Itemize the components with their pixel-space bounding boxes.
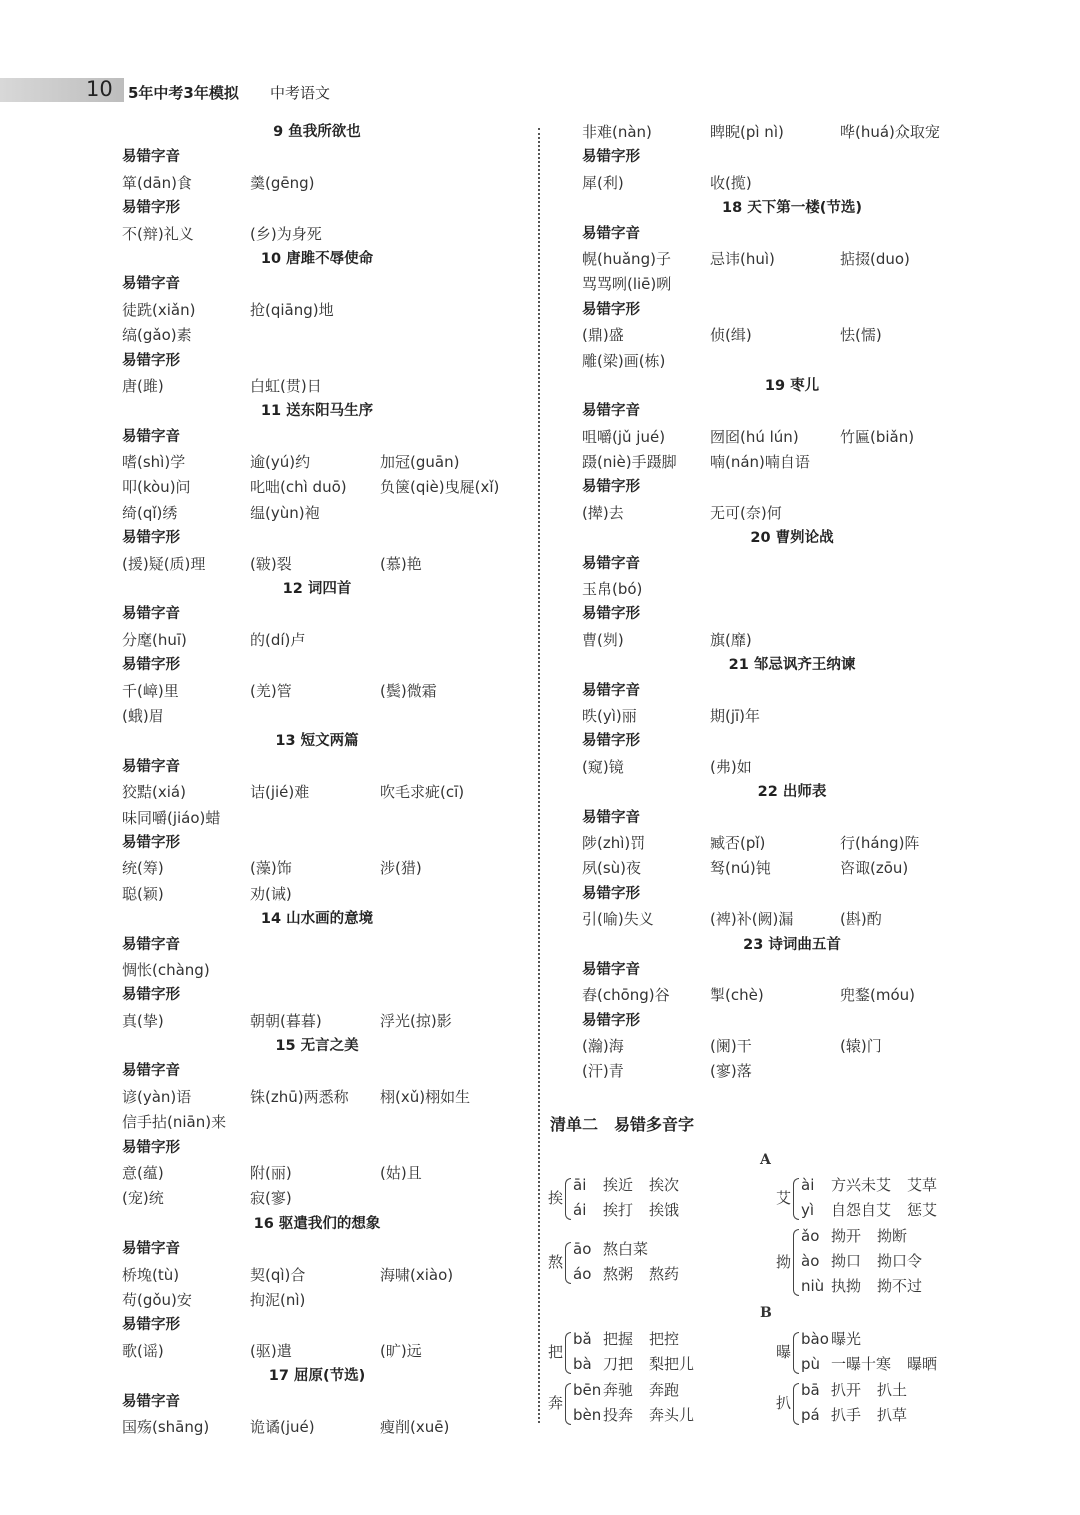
entry-item: (羌)管 <box>250 681 292 700</box>
entry-item: 兜鍪(móu) <box>840 986 916 1005</box>
lesson-title: 16 驱遣我们的想象 <box>253 1215 381 1232</box>
entry-item: 哗(huá)众取宠 <box>840 123 940 141</box>
category-label: 易错字形 <box>122 200 180 217</box>
entry-row <box>122 552 512 577</box>
entry-item: 舂(chōng)谷 <box>582 986 670 1005</box>
entry-row <box>122 1110 512 1135</box>
section-b-label: B <box>760 1305 772 1321</box>
entry-item: (汗)青 <box>582 1062 624 1081</box>
entry-row <box>122 222 512 247</box>
right-column <box>582 120 1002 1085</box>
entry-item: 咀嚼(jǔ jué) <box>582 427 666 446</box>
entry-item: (撵)去 <box>582 503 624 522</box>
left-column <box>122 120 512 1440</box>
entry-row <box>122 704 512 729</box>
entry-item: 旗(靡) <box>710 630 752 649</box>
pinyin: niù <box>801 1277 825 1295</box>
example-word: 熬白菜 <box>603 1240 649 1258</box>
entry-row <box>122 323 512 348</box>
entry-row <box>582 120 1002 145</box>
category-label: 易错字形 <box>122 657 180 674</box>
category-label: 易错字形 <box>122 987 180 1004</box>
category-label: 易错字形 <box>582 149 640 166</box>
lesson-title: 17 屈原(节选) <box>268 1368 366 1385</box>
category-label: 易错字形 <box>122 1317 180 1334</box>
entry-item: 海啸(xiào) <box>380 1265 454 1284</box>
entry-item: (皲)裂 <box>250 554 292 573</box>
polyphone-char: 挨 <box>548 1189 564 1207</box>
entry-item: 绮(qǐ)绣 <box>122 503 178 522</box>
example-word: 扒草 <box>877 1406 908 1424</box>
category-label: 易错字音 <box>122 428 180 445</box>
reading-row <box>801 1198 953 1223</box>
example-word: 把握 <box>603 1330 634 1348</box>
entry-row <box>122 1085 512 1110</box>
book-title: 5年中考3年模拟 <box>128 84 239 102</box>
entry-item: 国殇(shāng) <box>122 1417 210 1436</box>
entry-item: 桥堍(tù) <box>122 1265 180 1284</box>
entry-item: 掣(chè) <box>710 986 764 1005</box>
example-word: 扒土 <box>877 1381 908 1399</box>
reading-row <box>573 1327 695 1352</box>
entry-item: (姑)且 <box>380 1164 422 1183</box>
entry-item: 叱咄(chì duō) <box>250 478 347 497</box>
category-label: 易错字形 <box>122 834 180 851</box>
entry-row <box>122 780 512 805</box>
entry-row <box>122 1263 512 1288</box>
lesson-title: 22 出师表 <box>757 784 827 801</box>
entry-item: 缊(yùn)袍 <box>250 503 320 522</box>
page-number: 10 <box>86 77 113 101</box>
category-label: 易错字音 <box>122 936 180 953</box>
polyphone-char: 奔 <box>548 1394 564 1412</box>
reading-row <box>573 1378 695 1403</box>
entry-item: (窥)镜 <box>582 757 624 776</box>
category-label: 易错字音 <box>122 149 180 166</box>
entry-item: 驽(nú)钝 <box>710 859 771 878</box>
entry-item: 睥睨(pì nì) <box>710 123 784 141</box>
reading-row <box>573 1198 695 1223</box>
entry-item: 涉(猎) <box>380 859 422 878</box>
entry-item: 缟(gǎo)素 <box>122 326 192 345</box>
entry-item: 陟(zhì)罚 <box>582 833 646 852</box>
lesson-title: 11 送东阳马生序 <box>260 403 374 420</box>
list-two-title: 清单二 易错多音字 <box>550 1115 695 1134</box>
entry-item: 附(丽) <box>250 1164 292 1183</box>
reading-row <box>573 1173 695 1198</box>
category-label: 易错字音 <box>582 403 640 420</box>
entry-item: 非难(nàn) <box>582 123 652 141</box>
entry-item: 抢(qiāng)地 <box>250 300 334 319</box>
entry-row <box>122 475 512 500</box>
category-label: 易错字音 <box>122 276 180 293</box>
pinyin: áo <box>573 1265 592 1283</box>
entry-row <box>582 450 1002 475</box>
entry-item: 箪(dān)食 <box>122 173 192 192</box>
entry-item: 掂掇(duo) <box>840 249 910 268</box>
entry-item: 苟(gǒu)安 <box>122 1290 192 1309</box>
entry-item: 囫囵(hú lún) <box>710 427 799 446</box>
category-label: 易错字形 <box>582 1012 640 1029</box>
example-word: 奔头儿 <box>649 1406 695 1424</box>
polyphone-char: 把 <box>548 1343 564 1361</box>
entry-item: 诡谲(jué) <box>250 1417 315 1436</box>
category-label: 易错字形 <box>582 733 640 750</box>
example-word: 把控 <box>649 1330 680 1348</box>
pinyin: āi <box>573 1176 587 1194</box>
entry-item: (宠)统 <box>122 1189 164 1208</box>
entry-row <box>122 298 512 323</box>
entry-item: 吹毛求疵(cī) <box>380 783 465 802</box>
entry-item: 收(揽) <box>710 173 752 192</box>
entry-item: (乡)为身死 <box>250 224 322 243</box>
example-word: 惩艾 <box>907 1201 938 1219</box>
polyphone-char: 艾 <box>776 1189 792 1207</box>
entry-row <box>582 1059 1002 1084</box>
brace-icon <box>565 1332 571 1374</box>
lesson-title: 21 邹忌讽齐王纳谏 <box>728 657 856 674</box>
entry-item: 歌(谣) <box>122 1341 164 1360</box>
entry-item: 真(挚) <box>122 1011 164 1030</box>
entry-row <box>582 247 1002 272</box>
reading-row <box>801 1352 953 1377</box>
polyphone-char: 曝 <box>776 1343 792 1361</box>
pinyin: ǎo <box>801 1227 820 1245</box>
lesson-title: 19 枣儿 <box>764 377 820 394</box>
category-label: 易错字音 <box>582 555 640 572</box>
reading-row <box>801 1173 953 1198</box>
pinyin: bèn <box>573 1406 602 1424</box>
reading-row <box>801 1403 923 1428</box>
entry-row <box>582 755 1002 780</box>
category-label: 易错字形 <box>122 1139 180 1156</box>
polyphone-char: 熬 <box>548 1253 564 1271</box>
reading-row <box>573 1403 710 1428</box>
entry-row <box>582 425 1002 450</box>
entry-item: (斟)酌 <box>840 910 882 929</box>
example-word: 拗口令 <box>877 1252 923 1270</box>
reading-row <box>801 1378 923 1403</box>
example-word: 投奔 <box>603 1406 634 1424</box>
pinyin: bà <box>573 1355 592 1373</box>
category-label: 易错字形 <box>122 352 180 369</box>
brace-icon <box>793 1332 799 1374</box>
reading-row <box>573 1352 710 1377</box>
entry-item: 竹匾(biǎn) <box>840 427 915 446</box>
reading-row <box>801 1274 938 1299</box>
category-label: 易错字音 <box>582 682 640 699</box>
entry-row <box>122 374 512 399</box>
entry-item: 夙(sù)夜 <box>582 859 642 878</box>
pinyin: ái <box>573 1201 587 1219</box>
entry-item: 怯(懦) <box>840 326 882 345</box>
example-word: 方兴未艾 <box>831 1176 892 1194</box>
entry-item: 引(喻)失义 <box>582 910 654 929</box>
entry-row <box>582 323 1002 348</box>
entry-item: 徒跣(xiǎn) <box>122 300 196 319</box>
entry-item: 嗜(shì)学 <box>122 453 186 472</box>
example-word: 奔驰 <box>603 1381 634 1399</box>
entry-row <box>122 882 512 907</box>
entry-row <box>122 501 512 526</box>
entry-item: 朝朝(暮暮) <box>250 1011 322 1030</box>
lesson-title: 18 天下第一楼(节选) <box>722 200 862 217</box>
lesson-title: 12 词四首 <box>282 581 352 598</box>
entry-item: 惆怅(chàng) <box>122 960 210 979</box>
example-word: 一曝十寒 <box>831 1355 892 1373</box>
entry-item: 负箧(qiè)曳屣(xǐ) <box>380 478 500 497</box>
entry-item: 行(háng)阵 <box>840 833 920 852</box>
example-word: 挨次 <box>649 1176 680 1194</box>
category-label: 易错字形 <box>582 301 640 318</box>
entry-item: 契(qì)合 <box>250 1265 306 1284</box>
category-label: 易错字音 <box>582 225 640 242</box>
brace-icon <box>565 1178 571 1220</box>
entry-row <box>122 1415 512 1440</box>
entry-item: 寂(寥) <box>250 1189 292 1208</box>
example-word: 挨近 <box>603 1176 634 1194</box>
entry-row <box>122 628 512 653</box>
entry-row <box>122 679 512 704</box>
entry-item: (援)疑(质)理 <box>122 554 206 573</box>
entry-row <box>582 983 1002 1008</box>
reading-row <box>801 1327 877 1352</box>
example-word: 挨打 <box>603 1201 634 1219</box>
entry-item: (慕)艳 <box>380 554 422 573</box>
entry-item: 侦(缉) <box>710 326 752 345</box>
reading-row <box>801 1224 923 1249</box>
entry-item: 唐(雎) <box>122 376 164 395</box>
entry-item: 诘(jié)难 <box>250 783 310 802</box>
example-word: 熬药 <box>649 1265 680 1283</box>
entry-item: 羹(gēng) <box>250 173 315 192</box>
category-label: 易错字形 <box>582 885 640 902</box>
entry-row <box>582 1034 1002 1059</box>
entry-item: 味同嚼(jiáo)蜡 <box>122 808 221 827</box>
entry-item: 忌讳(huì) <box>710 249 775 268</box>
lesson-title: 13 短文两篇 <box>275 733 359 750</box>
example-word: 曝光 <box>831 1330 862 1348</box>
example-word: 拗口 <box>831 1252 862 1270</box>
entry-row <box>122 1186 512 1211</box>
entry-row <box>122 1339 512 1364</box>
pinyin: pá <box>801 1406 820 1424</box>
category-label: 易错字音 <box>122 1393 180 1410</box>
category-label: 易错字音 <box>122 606 180 623</box>
subject-title: 中考语文 <box>270 84 331 102</box>
reading-row <box>573 1262 695 1287</box>
entry-item: 的(dí)卢 <box>250 630 306 649</box>
entry-row <box>122 1288 512 1313</box>
brace-icon <box>793 1178 799 1220</box>
example-word: 拗开 <box>831 1227 862 1245</box>
entry-item: 意(蕴) <box>122 1164 164 1183</box>
entry-item: 玉帛(bó) <box>582 580 643 599</box>
entry-item: 昳(yì)丽 <box>582 706 637 725</box>
lesson-title: 23 诗词曲五首 <box>743 936 841 953</box>
entry-item: (藻)饰 <box>250 859 292 878</box>
entry-item: 栩(xǔ)栩如生 <box>380 1087 471 1106</box>
entry-item: 叩(kòu)问 <box>122 478 191 497</box>
polyphone-char: 扒 <box>776 1394 792 1412</box>
entry-item: 加冠(guān) <box>380 453 460 472</box>
category-label: 易错字形 <box>582 479 640 496</box>
entry-item: (驱)遣 <box>250 1341 292 1360</box>
entry-row <box>122 1009 512 1034</box>
pinyin: bā <box>801 1381 820 1399</box>
entry-row <box>582 501 1002 526</box>
polyphone-char: 拗 <box>776 1252 792 1271</box>
section-a-label: A <box>760 1152 771 1168</box>
entry-item: 喃(nán)喃自语 <box>710 453 810 472</box>
entry-item: 谚(yàn)语 <box>122 1087 192 1106</box>
category-label: 易错字音 <box>122 1063 180 1080</box>
entry-row <box>122 958 512 983</box>
entry-item: 统(筹) <box>122 859 164 878</box>
pinyin: bǎ <box>573 1330 592 1348</box>
entry-row <box>582 831 1002 856</box>
pinyin: ào <box>801 1252 820 1270</box>
entry-item: 逾(yú)约 <box>250 453 311 472</box>
entry-row <box>582 628 1002 653</box>
entry-item: 雕(梁)画(栋) <box>582 351 666 370</box>
brace-icon <box>793 1383 799 1425</box>
lesson-title: 20 曹刿论战 <box>750 530 834 547</box>
entry-item: (辕)门 <box>840 1037 882 1056</box>
entry-item: 咨诹(zōu) <box>840 859 909 878</box>
example-word: 曝晒 <box>907 1355 938 1373</box>
entry-row <box>122 806 512 831</box>
example-word: 奔跑 <box>649 1381 680 1399</box>
entry-row <box>582 577 1002 602</box>
entry-item: 信手拈(niān)来 <box>122 1113 227 1132</box>
entry-item: 铢(zhū)两悉称 <box>250 1087 349 1106</box>
column-divider <box>538 128 540 1423</box>
brace-icon <box>793 1229 799 1296</box>
pinyin: pù <box>801 1355 821 1373</box>
lesson-title: 10 唐雎不辱使命 <box>260 250 374 267</box>
pinyin: ài <box>801 1176 815 1194</box>
example-word: 刀把 <box>603 1355 634 1373</box>
entry-item: (鬓)微霜 <box>380 681 437 700</box>
category-label: 易错字音 <box>582 809 640 826</box>
entry-item: 蹑(niè)手蹑脚 <box>582 453 677 472</box>
entry-row <box>582 349 1002 374</box>
entry-item: 浮光(掠)影 <box>380 1011 452 1030</box>
entry-item: 千(嶂)里 <box>122 681 179 700</box>
brace-icon <box>565 1242 571 1284</box>
pinyin: yì <box>801 1201 815 1219</box>
lesson-title: 14 山水画的意境 <box>260 911 374 928</box>
lesson-title: 15 无言之美 <box>275 1038 359 1055</box>
example-word: 自怨自艾 <box>831 1201 892 1219</box>
example-word: 熬粥 <box>603 1265 634 1283</box>
example-word: 挨饿 <box>649 1201 680 1219</box>
entry-item: 幌(huǎng)子 <box>582 249 671 268</box>
example-word: 拗断 <box>877 1227 908 1245</box>
category-label: 易错字音 <box>582 961 640 978</box>
entry-item: 期(jī)年 <box>710 706 761 725</box>
entry-row <box>582 704 1002 729</box>
reading-row <box>801 1249 938 1274</box>
entry-item: (裨)补(阙)漏 <box>710 910 794 929</box>
entry-row <box>122 1161 512 1186</box>
entry-item: 劝(诫) <box>250 884 292 903</box>
entry-item: 臧否(pǐ) <box>710 833 766 852</box>
example-word: 拗不过 <box>877 1277 923 1295</box>
example-word: 艾草 <box>907 1176 938 1194</box>
entry-item: (蛾)眉 <box>122 706 164 725</box>
pinyin: bào <box>801 1330 829 1348</box>
entry-row <box>582 856 1002 881</box>
entry-row <box>582 171 1002 196</box>
category-label: 易错字形 <box>122 530 180 547</box>
entry-item: 曹(刿) <box>582 630 624 649</box>
entry-item: 无可(奈)何 <box>710 503 782 522</box>
pinyin: āo <box>573 1240 592 1258</box>
entry-item: 不(辩)礼义 <box>122 224 194 243</box>
entry-item: 拘泥(nì) <box>250 1290 306 1309</box>
entry-item: 瘦削(xuē) <box>380 1417 450 1436</box>
entry-item: (弗)如 <box>710 757 752 776</box>
entry-item: 聪(颖) <box>122 884 164 903</box>
entry-row <box>122 450 512 475</box>
entry-item: (阑)干 <box>710 1037 752 1056</box>
entry-row <box>122 171 512 196</box>
entry-row <box>122 856 512 881</box>
entry-item: 分麾(huī) <box>122 630 187 649</box>
brace-icon <box>565 1383 571 1425</box>
entry-item: 狡黠(xiá) <box>122 783 186 802</box>
entry-item: (旷)远 <box>380 1341 422 1360</box>
entry-item: (鼎)盛 <box>582 326 624 345</box>
lesson-title: 9 鱼我所欲也 <box>273 124 361 140</box>
category-label: 易错字形 <box>582 606 640 623</box>
pinyin: bēn <box>573 1381 602 1399</box>
example-word: 扒开 <box>831 1381 862 1399</box>
entry-item: 骂骂咧(liē)咧 <box>582 275 672 294</box>
entry-row <box>582 272 1002 297</box>
entry-item: 白虹(贯)日 <box>250 376 322 395</box>
example-word: 梨把儿 <box>649 1355 695 1373</box>
example-word: 扒手 <box>831 1406 862 1424</box>
entry-item: (寥)落 <box>710 1062 752 1081</box>
reading-row <box>573 1237 664 1262</box>
category-label: 易错字音 <box>122 1241 180 1258</box>
entry-row <box>582 907 1002 932</box>
entry-item: (瀚)海 <box>582 1037 624 1056</box>
entry-item: 犀(利) <box>582 173 624 192</box>
category-label: 易错字音 <box>122 758 180 775</box>
example-word: 执拗 <box>831 1277 862 1295</box>
